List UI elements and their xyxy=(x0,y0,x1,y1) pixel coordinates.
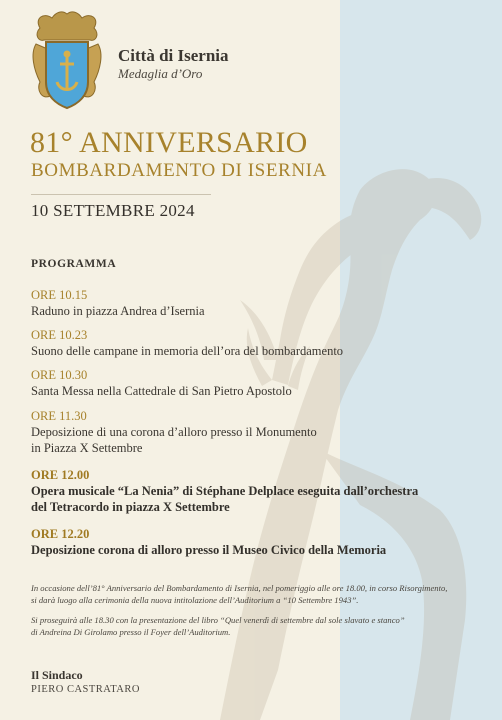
program-item-description: Suono delle campane in memoria dell’ora del bombardamento xyxy=(31,344,344,358)
afternoon-note xyxy=(31,582,461,606)
program-heading: PROGRAMMA xyxy=(31,258,117,270)
afternoon-note-line2: si darà luogo alla cerimonia della nuova intitolazione dell’Auditorium a “10 Settembre 1943”. xyxy=(31,595,359,605)
program-item xyxy=(31,408,471,456)
program-item xyxy=(31,367,471,399)
mayor-name: PIERO CASTRATARO xyxy=(31,684,140,695)
program-item xyxy=(31,327,471,359)
program-item xyxy=(31,287,471,319)
program-item-description-line2: in Piazza X Settembre xyxy=(31,441,143,455)
program-item-description: Raduno in piazza Andrea d’Isernia xyxy=(31,304,205,318)
program-item-time: ORE 10.15 xyxy=(31,288,88,302)
program-item-time: ORE 10.30 xyxy=(31,368,88,382)
program-item-time: ORE 11.30 xyxy=(31,409,87,423)
anniversary-title: 81° ANNIVERSARIO xyxy=(30,126,308,159)
program-item-description: Santa Messa nella Cattedrale di San Pietro Apostolo xyxy=(31,384,292,398)
event-date: 10 SETTEMBRE 2024 xyxy=(31,201,195,220)
program-item-time: ORE 10.23 xyxy=(31,328,88,342)
book-presentation-note xyxy=(31,614,461,638)
program-item-description-line2: del Tetracordo in piazza X Settembre xyxy=(31,500,230,514)
city-subtitle: Medaglia d’Oro xyxy=(118,66,203,81)
bombing-subtitle: BOMBARDAMENTO DI ISERNIA xyxy=(31,160,327,181)
book-presentation-note-line2: di Andreina Di Girolamo presso il Foyer dell’Auditorium. xyxy=(31,627,231,637)
city-coat-of-arms-icon xyxy=(30,10,104,110)
mayor-label: Il Sindaco xyxy=(31,668,83,682)
afternoon-note-line1: In occasione dell’81° Anniversario del Bombardamento di Isernia, nel pomeriggio alle ore 18.00, in corso Risorgimento, xyxy=(31,583,448,593)
program-item xyxy=(31,467,471,515)
city-name: Città di Isernia xyxy=(118,46,229,65)
divider-line xyxy=(31,194,211,195)
book-presentation-note-line1: Si proseguirà alle 18.30 con la presentazione del libro “Quel venerdì di settembre dal sole slavato e stanco” xyxy=(31,615,405,625)
program-item-description-line1: Opera musicale “La Nenia” di Stéphane Delplace eseguita dall’orchestra xyxy=(31,484,419,498)
program-item xyxy=(31,526,471,558)
program-item-description: Deposizione corona di alloro presso il Museo Civico della Memoria xyxy=(31,543,387,557)
program-item-description-line1: Deposizione di una corona d’alloro presso il Monumento xyxy=(31,425,317,439)
program-item-time: ORE 12.00 xyxy=(31,468,90,482)
program-item-time: ORE 12.20 xyxy=(31,527,90,541)
